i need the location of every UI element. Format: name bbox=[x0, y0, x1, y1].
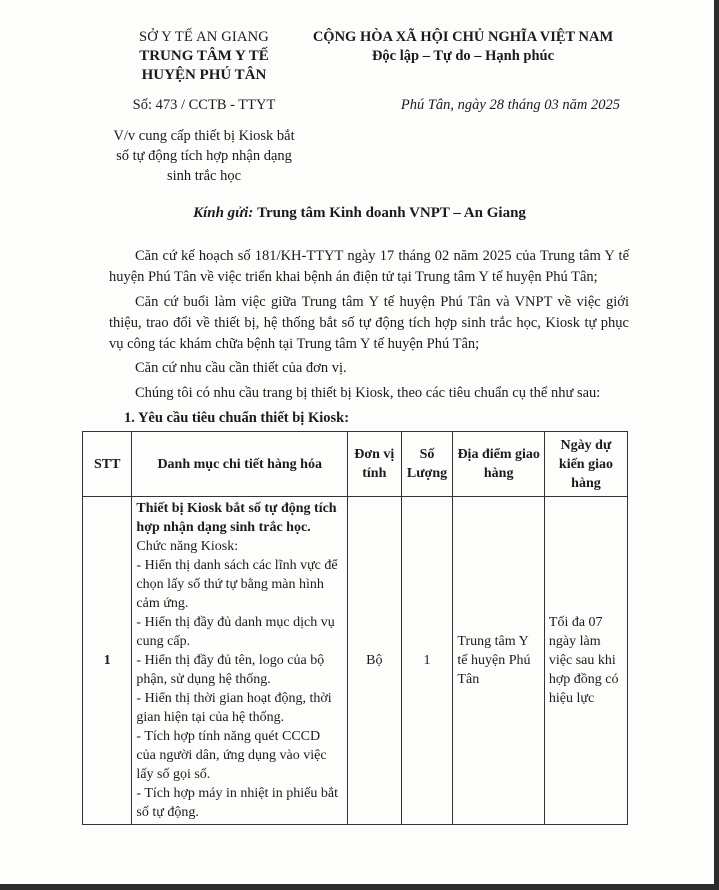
item-title: Thiết bị Kiosk bắt số tự động tích hợp nhận dạng sinh trắc học. bbox=[136, 501, 337, 535]
body-paragraph: Căn cứ buổi làm việc giữa Trung tâm Y tế huyện Phú Tân và VNPT về việc giới thiệu, trao đổi về thiết bị, hệ thống bắt số tự động tích hợp sinh trắc học, Kiosk tự phục vụ công tác khám chữa bệnh tại Trung tâm Y tế huyện Phú Tân; bbox=[109, 294, 629, 352]
cell-unit: Bộ bbox=[347, 497, 401, 825]
section-heading: 1. Yêu cầu tiêu chuẩn thiết bị Kiosk: bbox=[124, 410, 350, 426]
item-detail-line: - Tích hợp tính năng quét CCCD của người dân, ứng dụng vào việc lấy số gọi số. bbox=[136, 729, 327, 782]
item-detail-line: Chức năng Kiosk: bbox=[136, 539, 239, 554]
issuer-block bbox=[84, 28, 324, 85]
item-detail-line: - Hiển thị thời gian hoạt động, thời gian hiện tại của hệ thống. bbox=[136, 691, 332, 725]
cell-quantity: 1 bbox=[401, 497, 453, 825]
org-name-line2: HUYỆN PHÚ TÂN bbox=[141, 67, 267, 83]
header-delivery-date: Ngày dự kiến giao hàng bbox=[544, 432, 627, 497]
header-description: Danh mục chi tiết hàng hóa bbox=[132, 432, 348, 497]
table-header-row bbox=[83, 432, 628, 497]
document-number: Số: 473 / CCTB - TTYT bbox=[132, 97, 276, 113]
body-paragraph: Căn cứ nhu cầu cần thiết của đơn vị. bbox=[135, 360, 347, 376]
subject-line: V/v cung cấp thiết bị Kiosk bắt bbox=[113, 128, 295, 144]
header-stt: STT bbox=[83, 432, 132, 497]
body-paragraph: Chúng tôi có nhu cầu trang bị thiết bị Kiosk, theo các tiêu chuẩn cụ thể như sau: bbox=[135, 385, 601, 401]
scan-edge-bottom bbox=[0, 884, 719, 890]
subject-block bbox=[104, 126, 304, 186]
header-delivery-place: Địa điểm giao hàng bbox=[453, 432, 544, 497]
org-name-line1: TRUNG TÂM Y TẾ bbox=[139, 48, 269, 64]
header-quantity: Số Lượng bbox=[401, 432, 453, 497]
document-date: Phú Tân, ngày 28 tháng 03 năm 2025 bbox=[400, 97, 620, 113]
cell-stt: 1 bbox=[83, 497, 132, 825]
greeting bbox=[0, 205, 719, 222]
recipient-name: Trung tâm Kinh doanh VNPT – An Giang bbox=[257, 205, 526, 221]
item-detail-line: - Tích hợp máy in nhiệt in phiếu bắt số tự động. bbox=[136, 786, 338, 820]
subject-line: sinh trắc học bbox=[166, 168, 242, 184]
national-header bbox=[308, 28, 618, 66]
subject-line: số tự động tích hợp nhận dạng bbox=[116, 148, 292, 164]
greeting-label: Kính gửi: bbox=[193, 205, 254, 221]
scan-edge-right bbox=[714, 0, 719, 890]
national-motto: Độc lập – Tự do – Hạnh phúc bbox=[371, 48, 555, 64]
header-unit: Đơn vị tính bbox=[347, 432, 401, 497]
cell-delivery-place: Trung tâm Y tế huyện Phú Tân bbox=[453, 497, 544, 825]
nation-title: CỘNG HÒA XÃ HỘI CHỦ NGHĨA VIỆT NAM bbox=[312, 29, 614, 45]
table-row bbox=[83, 497, 628, 825]
item-detail-line: - Hiển thị đầy đủ tên, logo của bộ phận, sử dụng hệ thống. bbox=[136, 653, 325, 687]
cell-delivery-date: Tối đa 07 ngày làm việc sau khi hợp đồng có hiệu lực bbox=[544, 497, 627, 825]
kiosk-spec-table bbox=[82, 431, 628, 825]
item-detail-line: - Hiển thị danh sách các lĩnh vực để chọn lấy số thứ tự bằng màn hình cảm ứng. bbox=[136, 558, 338, 611]
parent-org: SỞ Y TẾ AN GIANG bbox=[139, 29, 269, 45]
body-paragraph: Căn cứ kế hoạch số 181/KH-TTYT ngày 17 tháng 02 năm 2025 của Trung tâm Y tế huyện Phú Tân về việc triển khai bệnh án điện tử tại Trung tâm Y tế huyện Phú Tân; bbox=[109, 248, 629, 285]
item-detail-line: - Hiển thị đầy đủ danh mục dịch vụ cung cấp. bbox=[136, 615, 335, 649]
cell-description bbox=[132, 497, 348, 825]
